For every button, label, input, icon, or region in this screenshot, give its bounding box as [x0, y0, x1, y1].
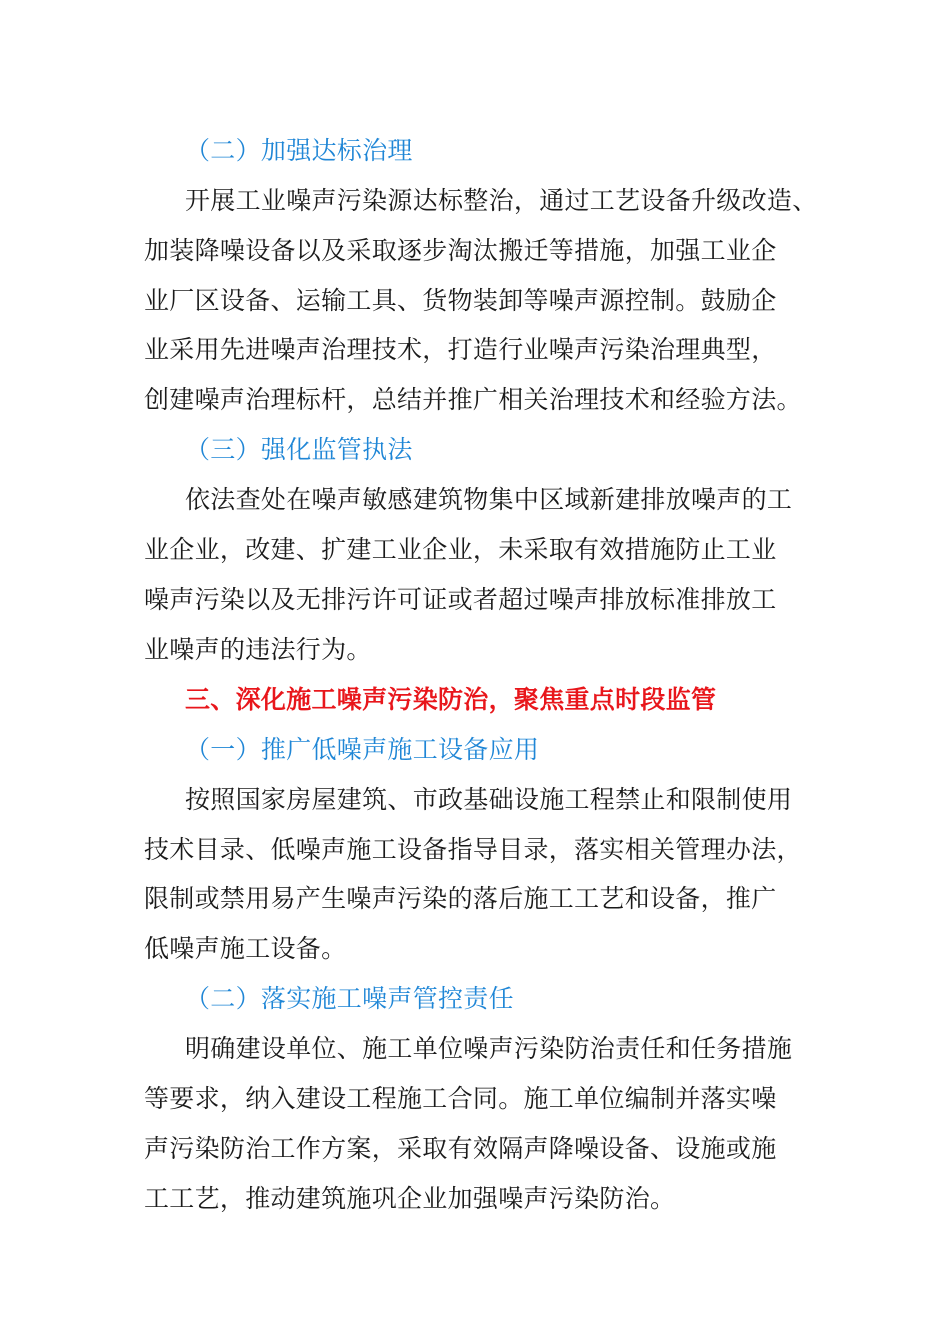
section-heading-strengthen-compliance: （二）加强达标治理 [185, 136, 413, 165]
section-heading-supervision-enforcement: （三）强化监管执法 [185, 435, 413, 464]
paragraph-line: 业采用先进噪声治理技术，打造行业噪声污染治理典型， [144, 335, 777, 364]
paragraph-line: 业厂区设备、运输工具、货物装卸等噪声源控制。鼓励企 [144, 286, 777, 315]
paragraph-line: 噪声污染以及无排污许可证或者超过噪声排放标准排放工 [144, 585, 777, 614]
paragraph-line: 限制或禁用易产生噪声污染的落后施工工艺和设备，推广 [144, 884, 777, 913]
paragraph-line: 声污染防治工作方案，采取有效隔声降噪设备、设施或施 [144, 1134, 777, 1163]
section-heading-low-noise-equipment: （一）推广低噪声施工设备应用 [185, 735, 540, 764]
paragraph-line: 低噪声施工设备。 [144, 934, 347, 963]
paragraph-line: 依法查处在噪声敏感建筑物集中区域新建排放噪声的工 [185, 485, 793, 514]
paragraph-line: 工工艺，推动建筑施巩企业加强噪声污染防治。 [144, 1184, 676, 1213]
paragraph-line: 加装降噪设备以及采取逐步淘汰搬迁等措施，加强工业企 [144, 236, 777, 265]
paragraph-line: 业企业，改建、扩建工业企业，未采取有效措施防止工业 [144, 535, 777, 564]
paragraph-line: 按照国家房屋建筑、市政基础设施工程禁止和限制使用 [185, 785, 793, 814]
paragraph-line: 创建噪声治理标杆，总结并推广相关治理技术和经验方法。 [144, 385, 802, 414]
section-heading-noise-responsibility: （二）落实施工噪声管控责任 [185, 984, 514, 1013]
paragraph-line: 明确建设单位、施工单位噪声污染防治责任和任务措施 [185, 1034, 793, 1063]
paragraph-line: 等要求，纳入建设工程施工合同。施工单位编制并落实噪 [144, 1084, 777, 1113]
paragraph-line: 开展工业噪声污染源达标整治，通过工艺设备升级改造、 [185, 186, 818, 215]
paragraph-line: 技术目录、低噪声施工设备指导目录，落实相关管理办法， [144, 835, 802, 864]
chapter-heading-construction-noise: 三、深化施工噪声污染防治，聚焦重点时段监管 [185, 685, 717, 714]
paragraph-line: 业噪声的违法行为。 [144, 635, 372, 664]
